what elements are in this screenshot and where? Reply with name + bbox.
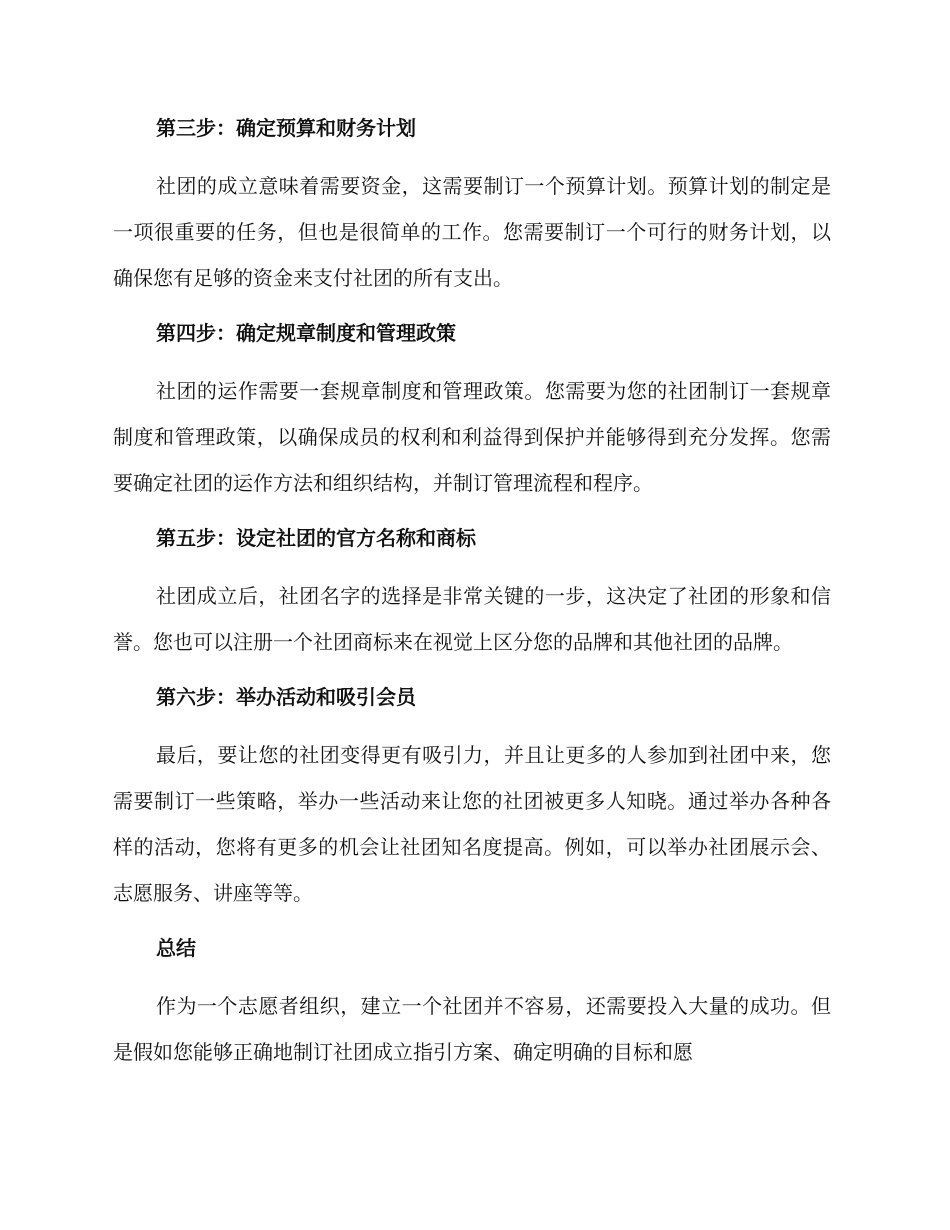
section-paragraph-step-6: 最后，要让您的社团变得更有吸引力，并且让更多的人参加到社团中来，您需要制订一些策略，举办一些活动来让您的社团被更多人知晓。通过举办各种各样的活动，您将有更多的机会让社团知名度提高。例如，可以举办社团展示会、志愿服务、讲座等等。 [113, 743, 831, 905]
document-page [113, 108, 831, 1087]
section-heading-step-6: 第六步：举办活动和吸引会员 [156, 685, 416, 709]
section-paragraph-step-4: 社团的运作需要一套规章制度和管理政策。您需要为您的社团制订一套规章制度和管理政策，以确保成员的权利和利益得到保护并能够得到充分发挥。您需要确定社团的运作方法和组织结构，并制订管理流程和程序。 [113, 379, 831, 495]
section-paragraph-step-5: 社团成立后，社团名字的选择是非常关键的一步，这决定了社团的形象和信誉。您也可以注册一个社团商标来在视觉上区分您的品牌和其他社团的品牌。 [113, 584, 831, 654]
section-paragraph-step-3: 社团的成立意味着需要资金，这需要制订一个预算计划。预算计划的制定是一项很重要的任务，但也是很简单的工作。您需要制订一个可行的财务计划，以确保您有足够的资金来支付社团的所有支出。 [113, 174, 831, 290]
section-heading-step-3: 第三步：确定预算和财务计划 [156, 116, 416, 140]
section-heading-summary: 总结 [156, 936, 196, 960]
section-heading-step-4: 第四步：确定规章制度和管理政策 [156, 321, 456, 345]
section-heading-step-5: 第五步：设定社团的官方名称和商标 [156, 526, 476, 550]
section-paragraph-summary: 作为一个志愿者组织，建立一个社团并不容易，还需要投入大量的成功。但是假如您能够正确地制订社团成立指引方案、确定明确的目标和愿 [113, 994, 831, 1064]
